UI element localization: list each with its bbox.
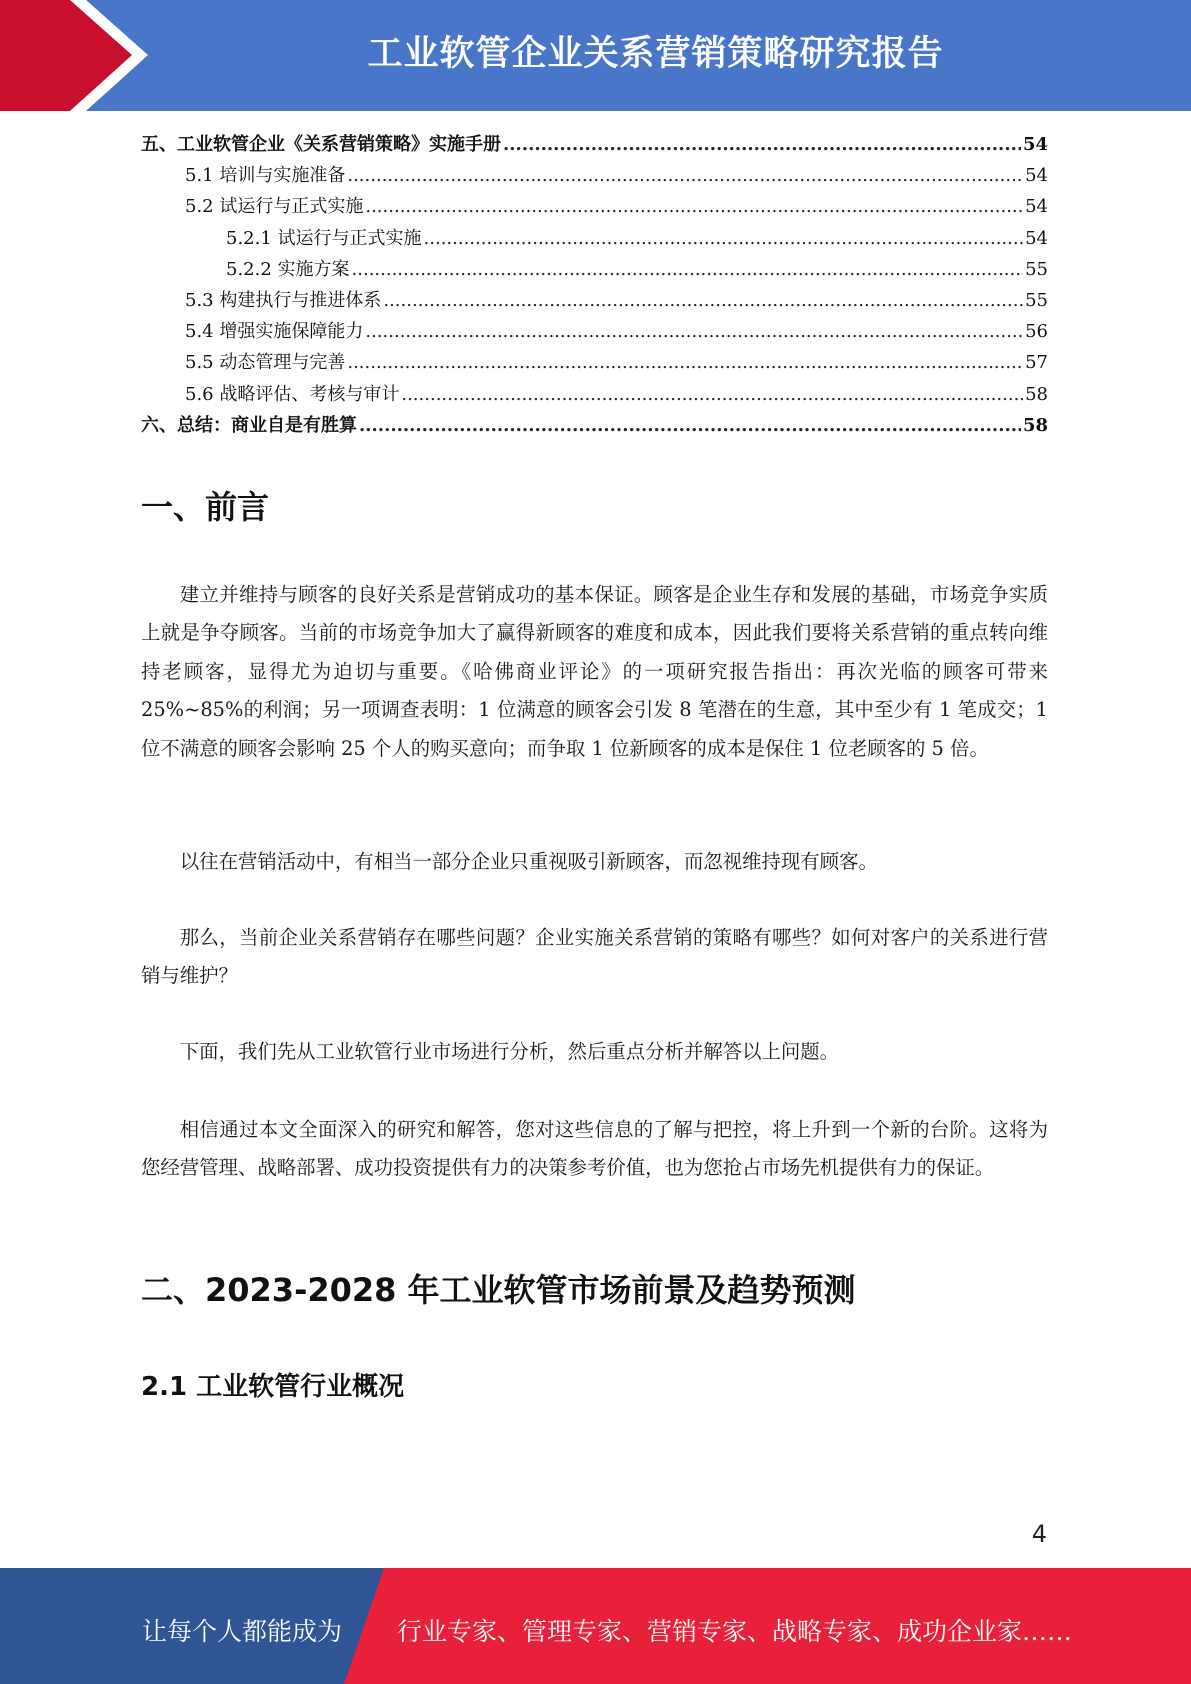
toc-entry-page: 54: [1025, 196, 1048, 218]
toc-entry[interactable]: [141, 348, 1048, 379]
toc-entry-label: 五、工业软管企业《关系营销策略》实施手册: [141, 134, 501, 155]
toc-entry-page: 55: [1025, 258, 1048, 280]
toc-leader-dots: [383, 290, 1023, 311]
toc-entry[interactable]: [141, 317, 1048, 348]
toc-entry-page: 58: [1022, 414, 1048, 436]
toc-entry-label: 六、总结：商业自是有胜算: [141, 414, 357, 436]
body-paragraph: 下面，我们先从工业软管行业市场进行分析，然后重点分析并解答以上问题。: [179, 1040, 840, 1063]
toc-entry[interactable]: [141, 255, 1048, 286]
page-header: [0, 0, 1191, 111]
toc-leader-dots: [365, 196, 1023, 217]
toc-entry[interactable]: [141, 380, 1048, 411]
toc-leader-dots: [503, 134, 1021, 155]
toc-leader-dots: [359, 415, 1021, 436]
toc-entry-label: 5.6 战略评估、考核与审计: [185, 383, 400, 405]
section-heading-preface: 一、前言: [141, 488, 270, 526]
toc-entry-label: 5.2.2 实施方案: [226, 258, 350, 280]
section-heading-market-outlook: 二、2023-2028 年工业软管市场前景及趋势预测: [141, 1271, 856, 1309]
footer-slogan-right: 行业专家、管理专家、营销专家、战略专家、成功企业家……: [397, 1617, 1073, 1646]
toc-entry-label: 5.4 增强实施保障能力: [185, 321, 364, 343]
toc-entry-page: 54: [1025, 165, 1048, 187]
toc-entry[interactable]: [141, 130, 1048, 161]
toc-entry-label: 5.2.1 试运行与正式实施: [226, 227, 422, 249]
toc-leader-dots: [424, 228, 1024, 249]
toc-entry-page: 58: [1025, 383, 1048, 405]
page-number: 4: [1031, 1520, 1047, 1548]
toc-entry[interactable]: [141, 286, 1048, 317]
body-paragraph: 建立并维持与顾客的良好关系是营销成功的基本保证。顾客是企业生存和发展的基础，市场竞争实质上就是争夺顾客。当前的市场竞争加大了赢得新顾客的难度和成本，因此我们要将关系营销的重点转向维持老顾客，显得尤为迫切与重要。《哈佛商业评论》的一项研究报告指出：再次光临的顾客可带来 25%~85%的利润；另一项调查表明：1 位满意的顾客会引发 8 笔潜在的生意，其中至少有 1 笔成交；1 位不满意的顾客会影响 25 个人的购买意向；而争取 1 位新顾客的成本是保住 1 位老顾客的 5 倍。: [141, 583, 1048, 760]
toc-entry[interactable]: [141, 224, 1048, 255]
report-title: 工业软管企业关系营销策略研究报告: [367, 34, 944, 74]
toc-entry-label: 5.3 构建执行与推进体系: [185, 289, 382, 311]
toc-entry-page: 56: [1025, 321, 1048, 343]
body-paragraph: 相信通过本文全面深入的研究和解答，您对这些信息的了解与把控，将上升到一个新的台阶。这将为您经营管理、战略部署、成功投资提供有力的决策参考价值，也为您抢占市场先机提供有力的保证。: [141, 1118, 1048, 1180]
table-of-contents: [141, 130, 1048, 442]
body-paragraph: 那么，当前企业关系营销存在哪些问题？企业实施关系营销的策略有哪些？如何对客户的关系进行营销与维护？: [141, 926, 1048, 988]
body-paragraph: 以往在营销活动中，有相当一部分企业只重视吸引新顾客，而忽视维持现有顾客。: [179, 850, 878, 873]
subsection-heading-industry-overview: 2.1 工业软管行业概况: [141, 1372, 405, 1402]
toc-entry-page: 57: [1025, 352, 1048, 374]
toc-entry[interactable]: [141, 192, 1048, 223]
toc-leader-dots: [401, 384, 1023, 405]
toc-entry-page: 54: [1025, 227, 1048, 249]
toc-entry-label: 5.5 动态管理与完善: [185, 352, 346, 374]
footer-slogan-left: 让每个人都能成为: [142, 1617, 343, 1646]
toc-entry-page: 54: [1022, 134, 1048, 155]
toc-entry-label: 5.1 培训与实施准备: [185, 165, 346, 187]
toc-leader-dots: [347, 352, 1023, 373]
toc-entry[interactable]: [141, 161, 1048, 192]
toc-entry[interactable]: [141, 411, 1048, 442]
toc-entry-label: 5.2 试运行与正式实施: [185, 196, 364, 218]
toc-entry-page: 55: [1025, 289, 1048, 311]
page-footer: [0, 1568, 1191, 1684]
toc-leader-dots: [347, 165, 1023, 186]
toc-leader-dots: [352, 259, 1024, 280]
toc-leader-dots: [365, 321, 1023, 342]
